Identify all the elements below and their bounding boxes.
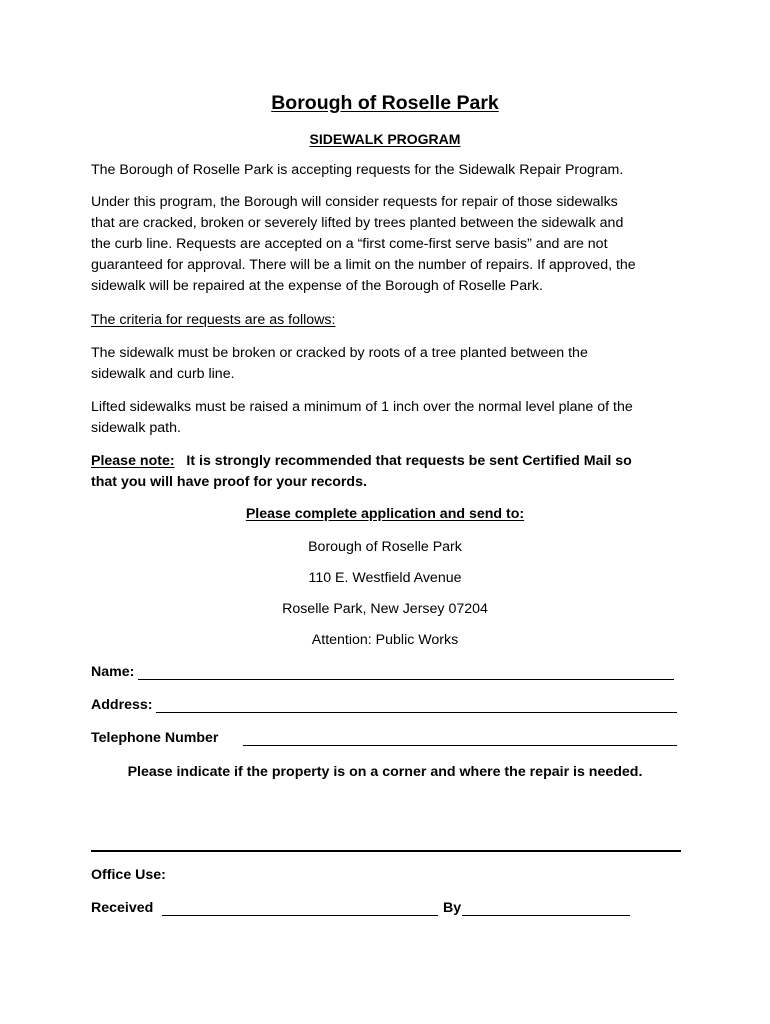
criteria-heading: The criteria for requests are as follows: [91, 312, 336, 328]
by-field[interactable] [462, 915, 630, 916]
note-line-continued: that you will have proof for your records. [91, 474, 367, 490]
office-use-label: Office Use: [91, 867, 166, 883]
program-line: that are cracked, broken or severely lifted by trees planted between the sidewalk and [91, 215, 624, 231]
criteria-line: sidewalk and curb line. [91, 366, 235, 382]
address-label: Address: [91, 697, 153, 713]
address-line: 110 E. Westfield Avenue [308, 570, 462, 586]
address-line: Roselle Park, New Jersey 07204 [282, 601, 488, 617]
criteria-line: sidewalk path. [91, 420, 181, 436]
telephone-label: Telephone Number [91, 730, 219, 746]
address-line: Borough of Roselle Park [308, 539, 462, 555]
page-subtitle: SIDEWALK PROGRAM [309, 131, 461, 147]
send-heading: Please complete application and send to: [245, 506, 525, 522]
note-label: Please note: [91, 453, 175, 469]
received-field[interactable] [162, 915, 438, 916]
program-line: sidewalk will be repaired at the expense of the Borough of Roselle Park. [91, 278, 543, 294]
corner-instruction: Please indicate if the property is on a corner and where the repair is needed. [127, 764, 643, 780]
section-divider [91, 850, 681, 852]
name-label: Name: [91, 664, 135, 680]
intro-paragraph: The Borough of Roselle Park is accepting requests for the Sidewalk Repair Program. [91, 162, 624, 178]
criteria-line: The sidewalk must be broken or cracked by roots of a tree planted between the [91, 345, 588, 361]
program-line: guaranteed for approval. There will be a limit on the number of repairs. If approved, the [91, 257, 636, 273]
address-line: Attention: Public Works [311, 632, 459, 648]
program-line: the curb line. Requests are accepted on a “first come-first serve basis” and are not [91, 236, 608, 252]
program-line: Under this program, the Borough will consider requests for repair of those sidewalks [91, 194, 618, 210]
note-text: It is strongly recommended that requests be sent Certified Mail so [186, 453, 632, 469]
address-field[interactable] [156, 712, 677, 713]
criteria-line: Lifted sidewalks must be raised a minimum of 1 inch over the normal level plane of the [91, 399, 633, 415]
note-line [91, 451, 632, 472]
by-label: By [443, 900, 462, 916]
name-field[interactable] [138, 679, 674, 680]
telephone-field[interactable] [243, 745, 677, 746]
page-title: Borough of Roselle Park [271, 92, 499, 114]
received-label: Received [91, 900, 154, 916]
